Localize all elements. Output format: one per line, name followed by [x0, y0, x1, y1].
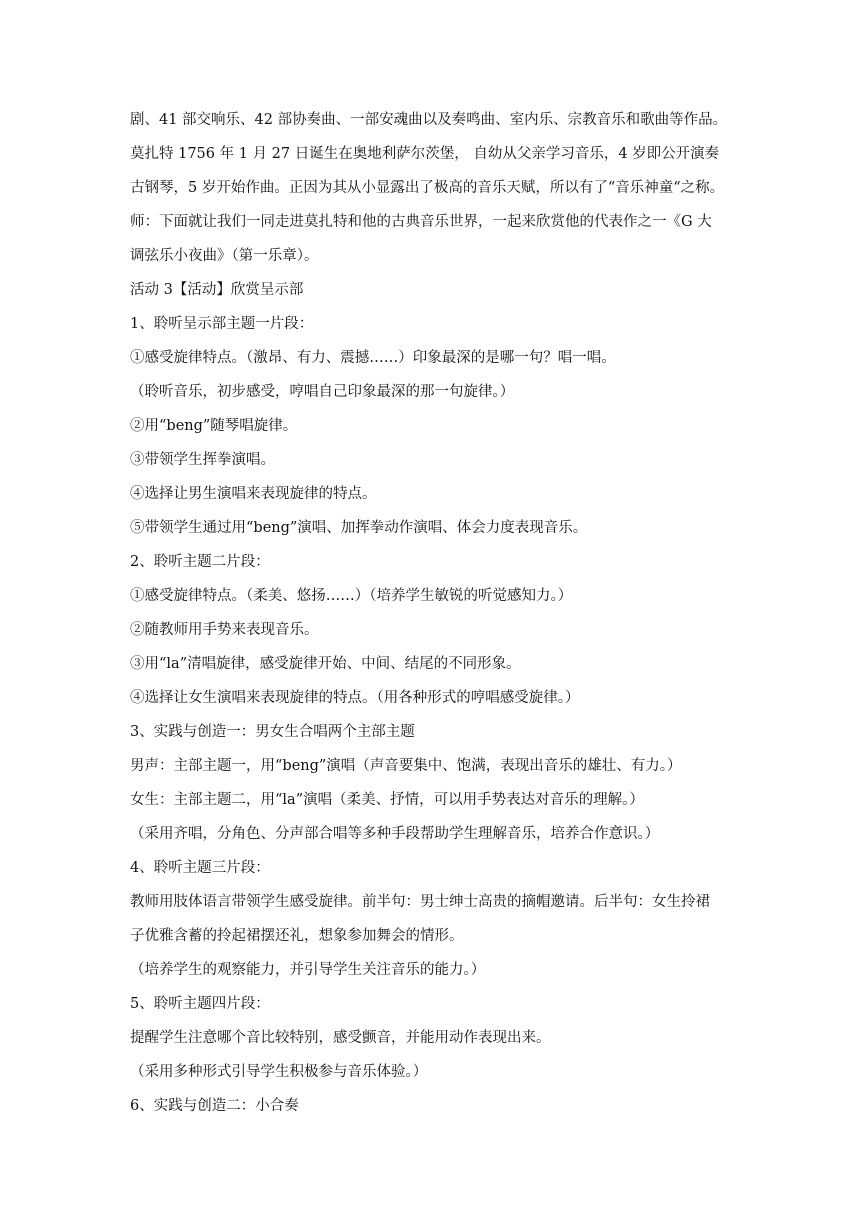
text-line: 子优雅含蓄的拎起裙摆还礼，想象参加舞会的情形。 — [130, 928, 464, 944]
activity-heading: 活动 3【活动】欣赏呈示部 — [130, 282, 304, 298]
text-line: 师：下面就让我们一同走进莫扎特和他的古典音乐世界，一起来欣赏他的代表作之一《G 大 — [130, 214, 712, 230]
section-heading: 2、聆听主题二片段： — [130, 554, 270, 570]
text-line: 剧、41 部交响乐、42 部协奏曲、一部安魂曲以及奏鸣曲、室内乐、宗教音乐和歌曲等作品。 — [130, 112, 728, 128]
list-item: ③用“la”清唱旋律，感受旋律开始、中间、结尾的不同形象。 — [130, 656, 521, 672]
section-heading: 3、实践与创造一：男女生合唱两个主部主题 — [130, 724, 415, 740]
text-line: 男声：主部主题一，用“beng”演唱（声音要集中、饱满，表现出音乐的雄壮、有力。） — [130, 758, 682, 774]
list-item: ③带领学生挥拳演唱。 — [130, 452, 275, 468]
note-line: （聆听音乐，初步感受，哼唱自己印象最深的那一句旋律。） — [130, 384, 515, 400]
document-body — [130, 103, 750, 1123]
section-heading: 1、聆听呈示部主题一片段： — [130, 316, 314, 332]
list-item: ④选择让女生演唱来表现旋律的特点。（用各种形式的哼唱感受旋律。） — [130, 690, 580, 706]
section-heading: 4、聆听主题三片段： — [130, 860, 270, 876]
list-item: ⑤带领学生通过用“beng”演唱、加挥拳动作演唱、体会力度表现音乐。 — [130, 520, 588, 536]
list-item: ②随教师用手势来表现音乐。 — [130, 622, 319, 638]
text-line: 教师用肢体语言带领学生感受旋律。前半句：男士绅士高贵的摘帽邀请。后半句：女生拎裙 — [130, 894, 710, 910]
text-line: 古钢琴，5 岁开始作曲。正因为其从小显露出了极高的音乐天赋，所以有了“音乐神童“之称。 — [130, 180, 725, 196]
text-line: 莫扎特 1756 年 1 月 27 日诞生在奥地利萨尔茨堡， 自幼从父亲学习音乐，4 岁即公开演奏 — [130, 146, 720, 162]
list-item: ②用“beng”随琴唱旋律。 — [130, 418, 298, 434]
text-line: 调弦乐小夜曲》（第一乐章）。 — [130, 248, 319, 264]
section-heading: 5、聆听主题四片段： — [130, 996, 270, 1012]
list-item: ①感受旋律特点。（柔美、悠扬……）（培养学生敏锐的听觉感知力。） — [130, 588, 573, 604]
text-line: 女生：主部主题二，用“la”演唱（柔美、抒情，可以用手势表达对音乐的理解。） — [130, 792, 644, 808]
list-item: ④选择让男生演唱来表现旋律的特点。 — [130, 486, 377, 502]
list-item: ①感受旋律特点。（激昂、有力、震撼……）印象最深的是哪一句？唱一唱。 — [130, 350, 616, 366]
text-line: 提醒学生注意哪个音比较特别，感受颤音，并能用动作表现出来。 — [130, 1030, 551, 1046]
section-heading: 6、实践与创造二：小合奏 — [130, 1098, 299, 1114]
note-line: （培养学生的观察能力，并引导学生关注音乐的能力。） — [130, 962, 486, 978]
note-line: （采用齐唱，分角色、分声部合唱等多种手段帮助学生理解音乐，培养合作意识。） — [130, 826, 660, 842]
note-line: （采用多种形式引导学生积极参与音乐体验。） — [130, 1064, 428, 1080]
